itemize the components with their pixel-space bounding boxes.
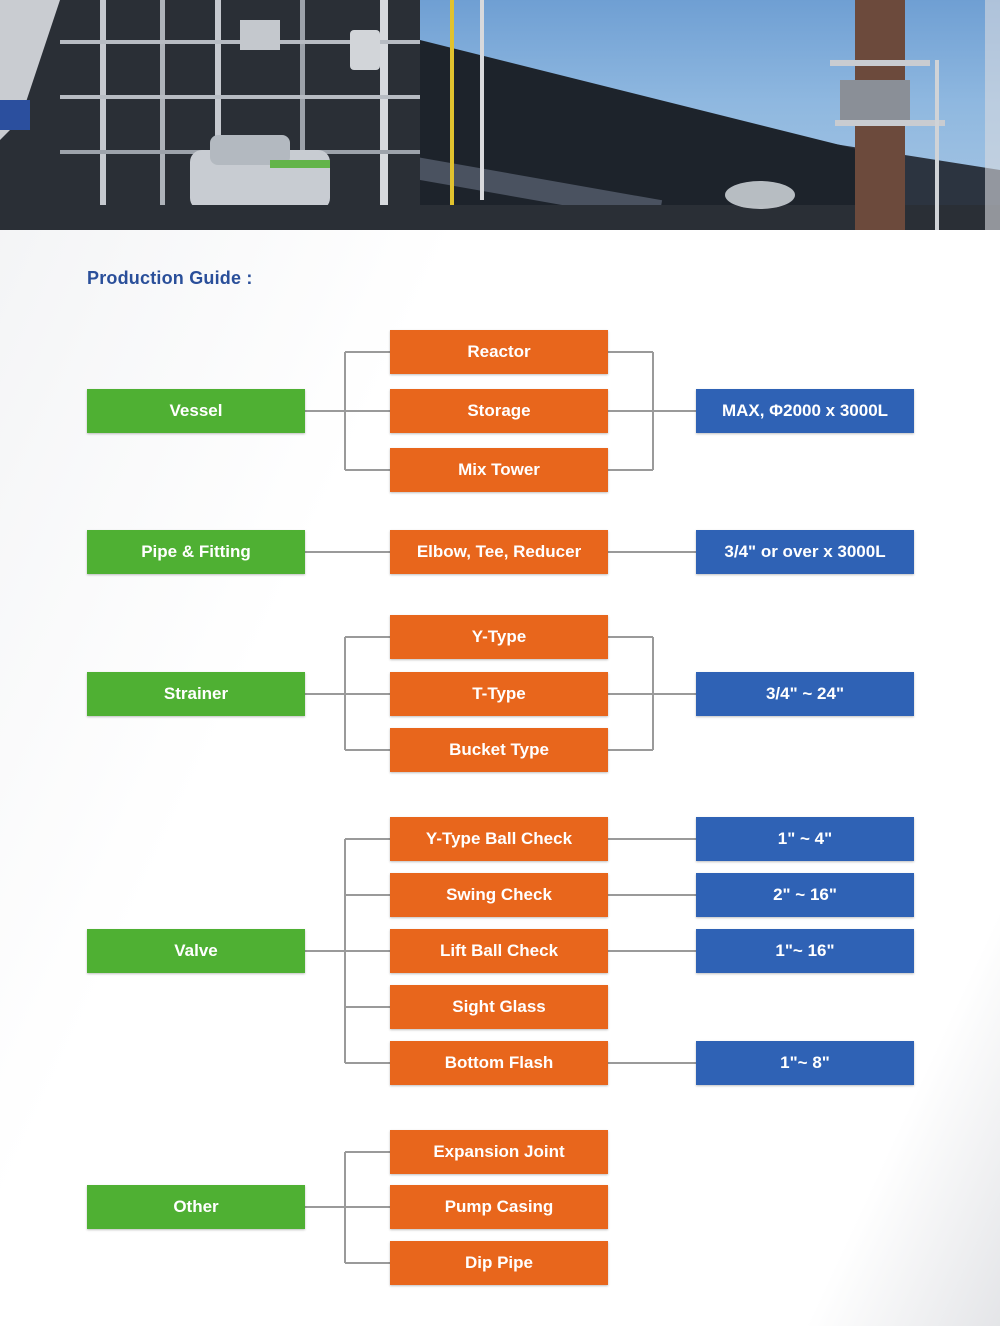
spec-strainer: 3/4" ~ 24" [696,672,914,716]
category-valve: Valve [87,929,305,973]
category-pipe-fitting: Pipe & Fitting [87,530,305,574]
spec-y-type-ball-check: 1" ~ 4" [696,817,914,861]
item-expansion-joint: Expansion Joint [390,1130,608,1174]
item-reactor: Reactor [390,330,608,374]
item-pump-casing: Pump Casing [390,1185,608,1229]
item-lift-ball-check: Lift Ball Check [390,929,608,973]
spec-swing-check: 2" ~ 16" [696,873,914,917]
spec-bottom-flash: 1"~ 8" [696,1041,914,1085]
item-t-type: T-Type [390,672,608,716]
item-sight-glass: Sight Glass [390,985,608,1029]
item-storage: Storage [390,389,608,433]
item-mix-tower: Mix Tower [390,448,608,492]
item-elbow-tee-reducer: Elbow, Tee, Reducer [390,530,608,574]
spec-vessel: MAX, Φ2000 x 3000L [696,389,914,433]
item-swing-check: Swing Check [390,873,608,917]
spec-pipe-fitting: 3/4" or over x 3000L [696,530,914,574]
page-title: Production Guide : [87,268,253,288]
item-y-type: Y-Type [390,615,608,659]
category-other: Other [87,1185,305,1229]
spec-lift-ball-check: 1"~ 16" [696,929,914,973]
item-bucket-type: Bucket Type [390,728,608,772]
category-strainer: Strainer [87,672,305,716]
category-vessel: Vessel [87,389,305,433]
item-y-type-ball-check: Y-Type Ball Check [390,817,608,861]
item-bottom-flash: Bottom Flash [390,1041,608,1085]
item-dip-pipe: Dip Pipe [390,1241,608,1285]
